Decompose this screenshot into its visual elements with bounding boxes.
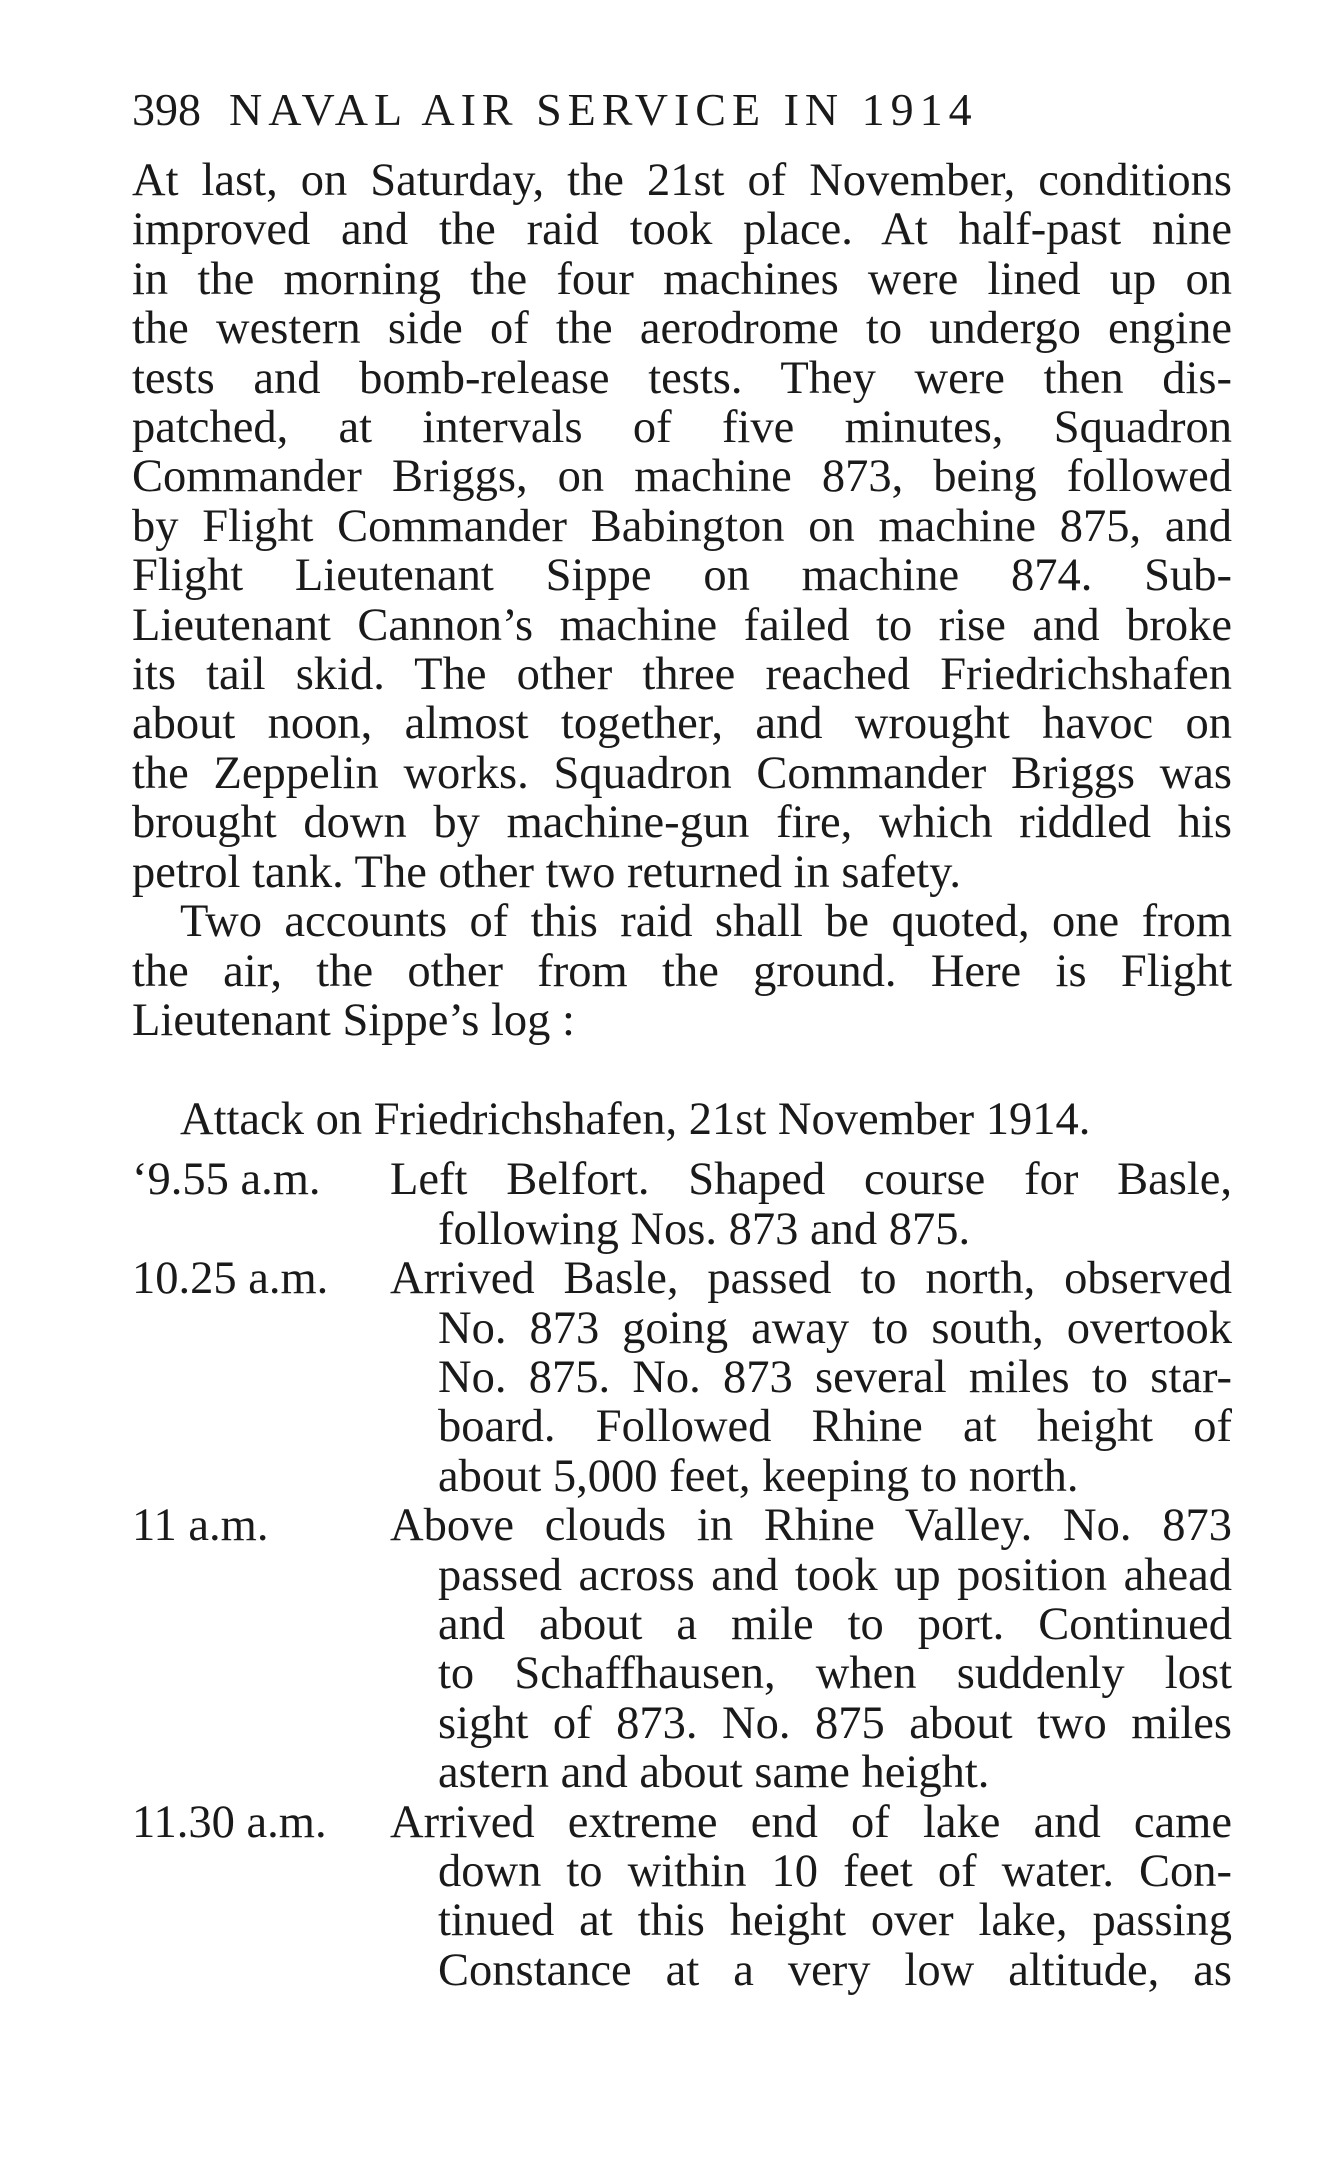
text-line: sight of 873. No. 875 about two miles — [438, 1697, 1232, 1749]
log-time: 11 a.m. — [132, 1500, 269, 1552]
text-line: Constance at a very low altitude, as — [438, 1944, 1232, 1996]
log-text — [390, 1254, 1232, 1501]
book-page — [132, 64, 1232, 1995]
text-line: tinued at this height over lake, passing — [438, 1895, 1232, 1947]
text-line: No. 875. No. 873 several miles to star- — [438, 1351, 1232, 1403]
text-line: Flight Lieutenant Sippe on machine 874. Sub- — [132, 550, 1232, 602]
text-line: board. Followed Rhine at height of — [438, 1401, 1232, 1453]
text-line: about noon, almost together, and wrought havoc on — [132, 698, 1232, 750]
text-line: to Schaffhausen, when suddenly lost — [438, 1648, 1232, 1700]
log-heading: Attack on Friedrichshafen, 21st November 1914. — [180, 1094, 1091, 1146]
text-line: Arrived extreme end of lake and came — [390, 1796, 1232, 1848]
text-line: Two accounts of this raid shall be quoted, one from — [180, 896, 1232, 948]
log-text — [390, 1501, 1232, 1797]
text-line: Arrived Basle, passed to north, observed — [390, 1253, 1232, 1305]
text-line: improved and the raid took place. At half-past nine — [132, 204, 1232, 256]
text-line: passed across and took up position ahead — [438, 1549, 1232, 1601]
text-line: in the morning the four machines were lined up on — [132, 253, 1232, 305]
text-line: the western side of the aerodrome to undergo engine — [132, 303, 1232, 355]
text-line: petrol tank. The other two returned in safety. — [132, 846, 961, 898]
section-spacer — [132, 1045, 1232, 1095]
text-line: Left Belfort. Shaped course for Basle, — [390, 1154, 1232, 1206]
log-time: 10.25 a.m. — [132, 1253, 329, 1305]
log-entry — [132, 1155, 1232, 1254]
text-line: astern and about same height. — [438, 1747, 990, 1799]
log-entry — [132, 1798, 1232, 1996]
log-text — [390, 1798, 1232, 1996]
text-line: tests and bomb-release tests. They were then dis- — [132, 352, 1232, 404]
text-line: No. 873 going away to south, overtook — [438, 1302, 1232, 1354]
text-line: and about a mile to port. Continued — [438, 1598, 1232, 1650]
log-time: ‘9.55 a.m. — [132, 1154, 321, 1206]
text-line: the air, the other from the ground. Here is Flight — [132, 945, 1232, 997]
log-text — [390, 1155, 1232, 1254]
running-title: NAVAL AIR SERVICE IN 1914 — [229, 84, 978, 135]
text-line: Lieutenant Sippe’s log : — [132, 994, 575, 1046]
log-time: 11.30 a.m. — [132, 1796, 327, 1848]
running-head — [132, 64, 1232, 156]
text-line: down to within 10 feet of water. Con- — [438, 1846, 1232, 1897]
text-line: patched, at intervals of five minutes, Squadron — [132, 402, 1232, 454]
text-line: At last, on Saturday, the 21st of November, conditions — [132, 155, 1232, 206]
text-line: Commander Briggs, on machine 873, being followed — [132, 451, 1232, 503]
paragraph-raid-summary — [132, 156, 1232, 897]
log-entry — [132, 1501, 1232, 1797]
text-line: by Flight Commander Babington on machine 875, and — [132, 500, 1232, 552]
text-line: its tail skid. The other three reached Friedrichshafen — [132, 649, 1232, 701]
text-line: about 5,000 feet, keeping to north. — [438, 1450, 1079, 1502]
text-line: following Nos. 873 and 875. — [438, 1203, 971, 1255]
text-line: the Zeppelin works. Squadron Commander Briggs was — [132, 747, 1232, 799]
text-line: Above clouds in Rhine Valley. No. 873 — [390, 1500, 1232, 1552]
page-number: 398 — [132, 84, 201, 135]
log-entry — [132, 1254, 1232, 1501]
text-line: brought down by machine-gun fire, which riddled his — [132, 797, 1232, 849]
text-line: Lieutenant Cannon’s machine failed to rise and broke — [132, 599, 1232, 651]
paragraph-accounts-intro — [132, 897, 1232, 1045]
